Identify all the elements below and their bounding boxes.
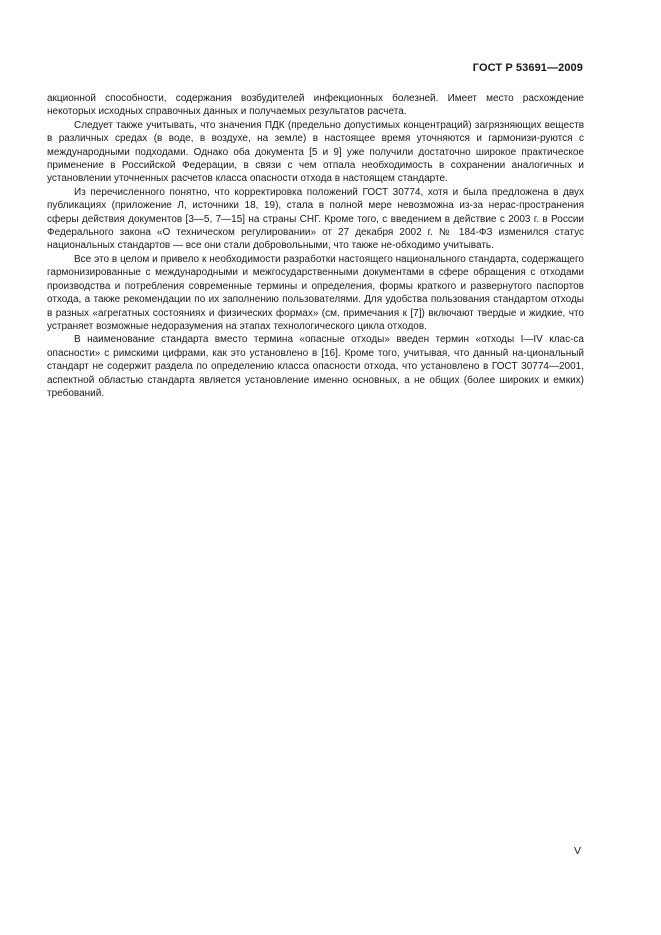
body-text: [47, 92, 584, 400]
paragraph-gost-correction: Из перечисленного понятно, что корректировка положений ГОСТ 30774, хотя и была предложена в двух публикациях (приложение Л, источники 18, 19), стала в полной мере невозможна из-за нерас-пространения сферы действия документов [3—5, 7—15] на страны СНГ. Кроме того, с введением в действие с 2003 г. в России Федерального закона «О техническом регулировании» от 27 декабря 2002 г. № 184-ФЗ изменился статус национальных стандартов — все они стали добровольными, что также не-обходимо учитывать.: [47, 186, 584, 252]
paragraph-standard-title: В наименование стандарта вместо термина «опасные отходы» введен термин «отходы I—IV клас-са опасности» с римскими цифрами, как это установлено в [16]. Кроме того, учитывая, что данный на-циональный стандарт не содержит раздела по определению класса опасности отхода, что установлено в ГОСТ 30774—2001, аспектной областью стандарта является установление именно основных, а не общих (более широких и емких) требований.: [47, 334, 584, 399]
page-header: ГОСТ Р 53691—2009: [472, 62, 583, 74]
paragraph-pdk: Следует также учитывать, что значения ПДК (предельно допустимых концентраций) загрязняющих веществ в различных средах (в воде, в воздухе, на земле) в настоящее время уточняются и гармонизи-руются с международными подходами. Однако оба документа [5 и 9] уже получили достаточно широкое практическое применение в Российской Федерации, в связи с чем отпала необходимость в сохранении аналогичных и установлении уточненных расчетов класса опасности отхода в настоящем стандарте.: [47, 119, 584, 185]
paragraph-continuation: акционной способности, содержания возбудителей инфекционных болезней. Имеет место расхождение некоторых исходных справочных данных и получаемых результатов расчета.: [47, 93, 584, 118]
paragraph-standard-development: Все это в целом и привело к необходимости разработки настоящего национального стандарта, содержащего гармонизированные с международными и межгосударственными документами в сфере обращения с отходами производства и потребления современные термины и определения, формы краткого и развернутого паспортов отхода, а также рекомендации по их заполнению пользователями. Для удобства пользования стандартом отходы в разных «агрегатных состояниях и физических формах» (см. примечания к [7]) включают твердые и жидкие, что устраняет возможные недоразумения на этапах технологического цикла отходов.: [47, 253, 584, 332]
page-number: V: [574, 845, 582, 857]
